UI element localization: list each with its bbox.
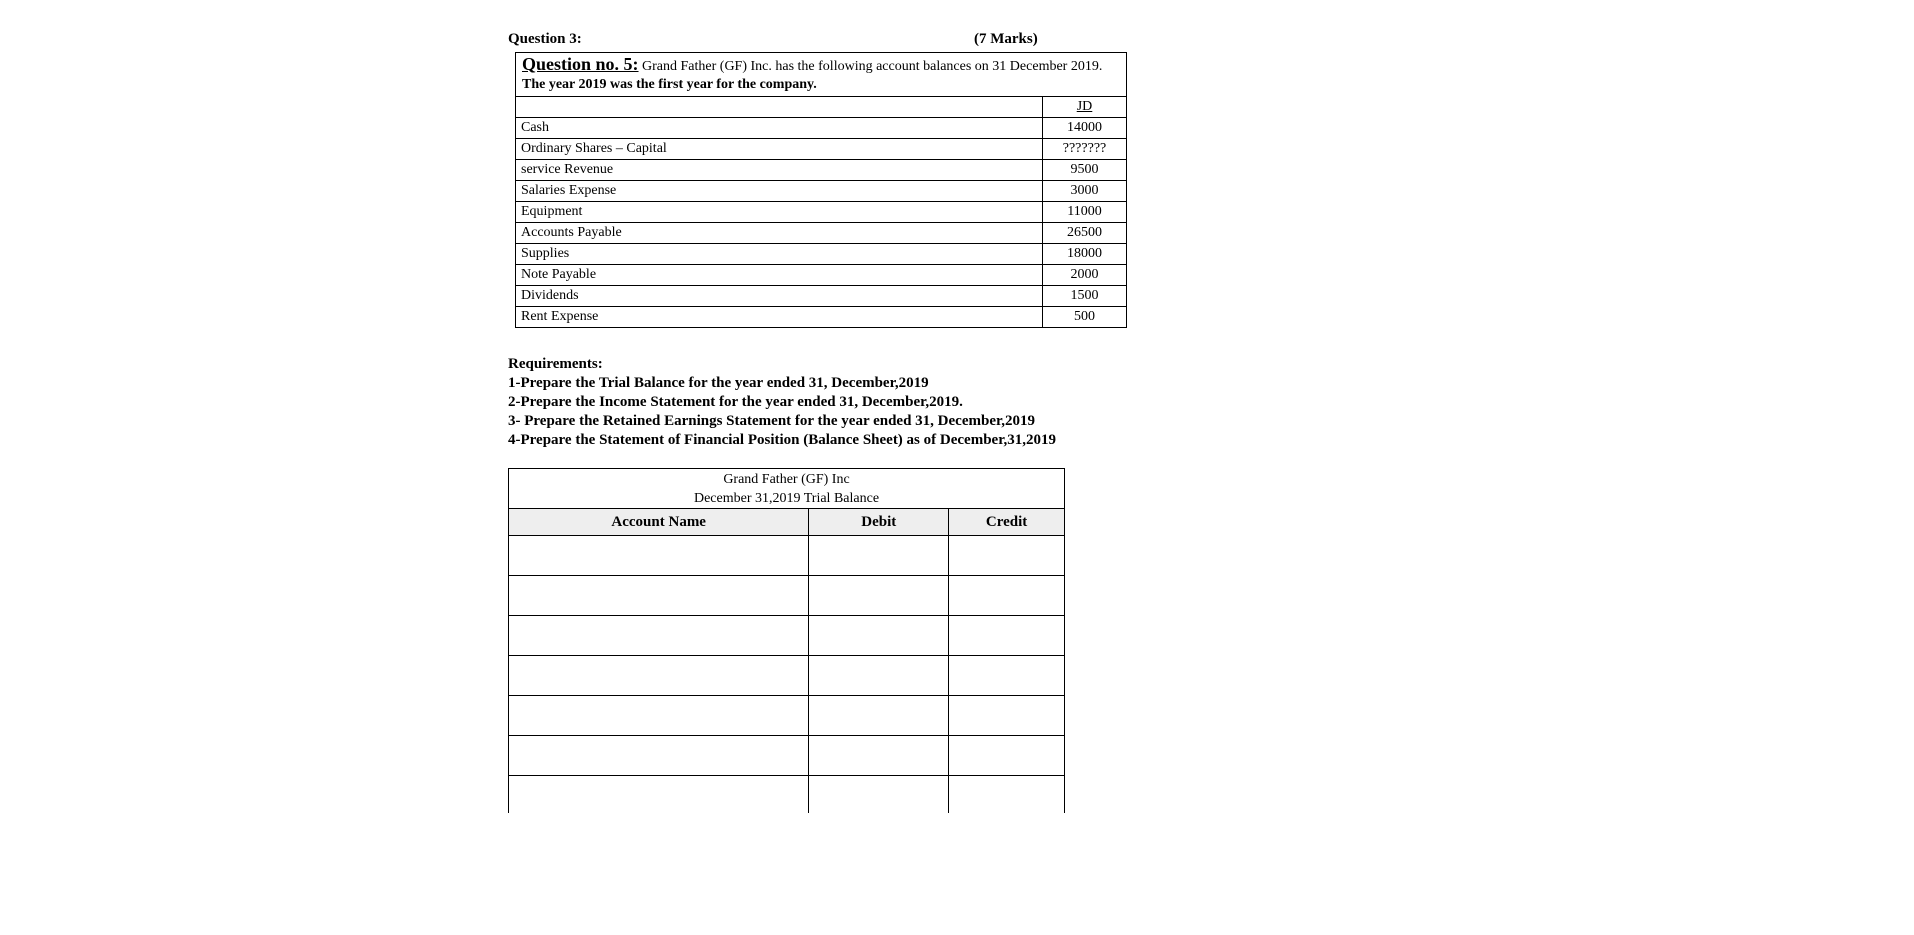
- debit-cell[interactable]: [809, 536, 949, 576]
- trial-balance-row: [509, 576, 1065, 616]
- account-name-cell[interactable]: [509, 776, 809, 814]
- question-number: Question no. 5:: [522, 54, 639, 74]
- unit-header-row: [516, 97, 1127, 118]
- trial-balance-title-row: [509, 469, 1065, 509]
- credit-cell[interactable]: [949, 696, 1065, 736]
- debit-cell[interactable]: [809, 576, 949, 616]
- trial-balance-title: December 31,2019 Trial Balance: [693, 491, 880, 506]
- credit-cell[interactable]: [949, 736, 1065, 776]
- debit-cell[interactable]: [809, 616, 949, 656]
- debit-cell[interactable]: [809, 736, 949, 776]
- first-year-note: The year 2019 was the first year for the company.: [522, 77, 817, 92]
- requirement-item: 4-Prepare the Statement of Financial Position (Balance Sheet) as of December,31,2019: [508, 432, 1056, 448]
- account-value: 2000: [1043, 265, 1127, 286]
- company-name: Grand Father (GF) Inc: [723, 472, 850, 487]
- trial-balance-row: [509, 656, 1065, 696]
- intro-row: [516, 53, 1127, 97]
- account-name-cell[interactable]: [509, 736, 809, 776]
- credit-cell[interactable]: [949, 656, 1065, 696]
- column-header-debit: Debit: [809, 509, 949, 536]
- question-header: [508, 31, 1128, 51]
- account-row: [516, 181, 1127, 202]
- debit-cell[interactable]: [809, 656, 949, 696]
- marks-label: (7 Marks): [974, 31, 1038, 47]
- requirement-item: 3- Prepare the Retained Earnings Statement for the year ended 31, December,2019: [508, 413, 1036, 429]
- requirements-section: [508, 355, 1056, 450]
- account-name: Accounts Payable: [516, 223, 1043, 244]
- account-row: [516, 160, 1127, 181]
- trial-balance-title-cell: [509, 469, 1065, 509]
- trial-balance-row: [509, 536, 1065, 576]
- account-name-cell[interactable]: [509, 656, 809, 696]
- intro-text: Grand Father (GF) Inc. has the following account balances on 31 December 2019.: [638, 59, 1103, 74]
- account-name-cell[interactable]: [509, 576, 809, 616]
- account-name-cell[interactable]: [509, 696, 809, 736]
- trial-balance-row: [509, 696, 1065, 736]
- unit-header: JD: [1076, 99, 1093, 114]
- account-name-cell[interactable]: [509, 536, 809, 576]
- intro-cell: [516, 53, 1127, 97]
- blank-header-cell: [516, 97, 1043, 118]
- account-value: 1500: [1043, 286, 1127, 307]
- account-row: [516, 202, 1127, 223]
- account-name: Ordinary Shares – Capital: [516, 139, 1043, 160]
- account-name: Equipment: [516, 202, 1043, 223]
- debit-cell[interactable]: [809, 776, 949, 814]
- account-name: Rent Expense: [516, 307, 1043, 328]
- account-value: 9500: [1043, 160, 1127, 181]
- trial-balance-table: [508, 468, 1065, 813]
- account-name: Cash: [516, 118, 1043, 139]
- account-row: [516, 139, 1127, 160]
- credit-cell[interactable]: [949, 776, 1065, 814]
- account-name-cell[interactable]: [509, 616, 809, 656]
- account-value: 500: [1043, 307, 1127, 328]
- trial-balance-row: [509, 616, 1065, 656]
- credit-cell[interactable]: [949, 616, 1065, 656]
- account-value: 3000: [1043, 181, 1127, 202]
- account-value: 18000: [1043, 244, 1127, 265]
- account-row: [516, 286, 1127, 307]
- account-row: [516, 265, 1127, 286]
- trial-balance-header-row: [509, 509, 1065, 536]
- requirements-title: Requirements:: [508, 356, 603, 372]
- document-page: [508, 31, 1128, 530]
- credit-cell[interactable]: [949, 576, 1065, 616]
- account-value: 11000: [1043, 202, 1127, 223]
- column-header-credit: Credit: [949, 509, 1065, 536]
- account-name: Note Payable: [516, 265, 1043, 286]
- credit-cell[interactable]: [949, 536, 1065, 576]
- account-row: [516, 118, 1127, 139]
- question-label: Question 3:: [508, 31, 582, 47]
- account-value: 14000: [1043, 118, 1127, 139]
- account-row: [516, 307, 1127, 328]
- account-name: Supplies: [516, 244, 1043, 265]
- account-value: ???????: [1043, 139, 1127, 160]
- account-name: Dividends: [516, 286, 1043, 307]
- account-row: [516, 223, 1127, 244]
- account-name: Salaries Expense: [516, 181, 1043, 202]
- column-header-account-name: Account Name: [509, 509, 809, 536]
- account-row: [516, 244, 1127, 265]
- requirement-item: 2-Prepare the Income Statement for the year ended 31, December,2019.: [508, 394, 963, 410]
- account-value: 26500: [1043, 223, 1127, 244]
- unit-header-cell: [1043, 97, 1127, 118]
- account-name: service Revenue: [516, 160, 1043, 181]
- trial-balance-row: [509, 736, 1065, 776]
- debit-cell[interactable]: [809, 696, 949, 736]
- requirement-item: 1-Prepare the Trial Balance for the year ended 31, December,2019: [508, 375, 929, 391]
- account-balances-table: [515, 52, 1127, 328]
- trial-balance-row: [509, 776, 1065, 814]
